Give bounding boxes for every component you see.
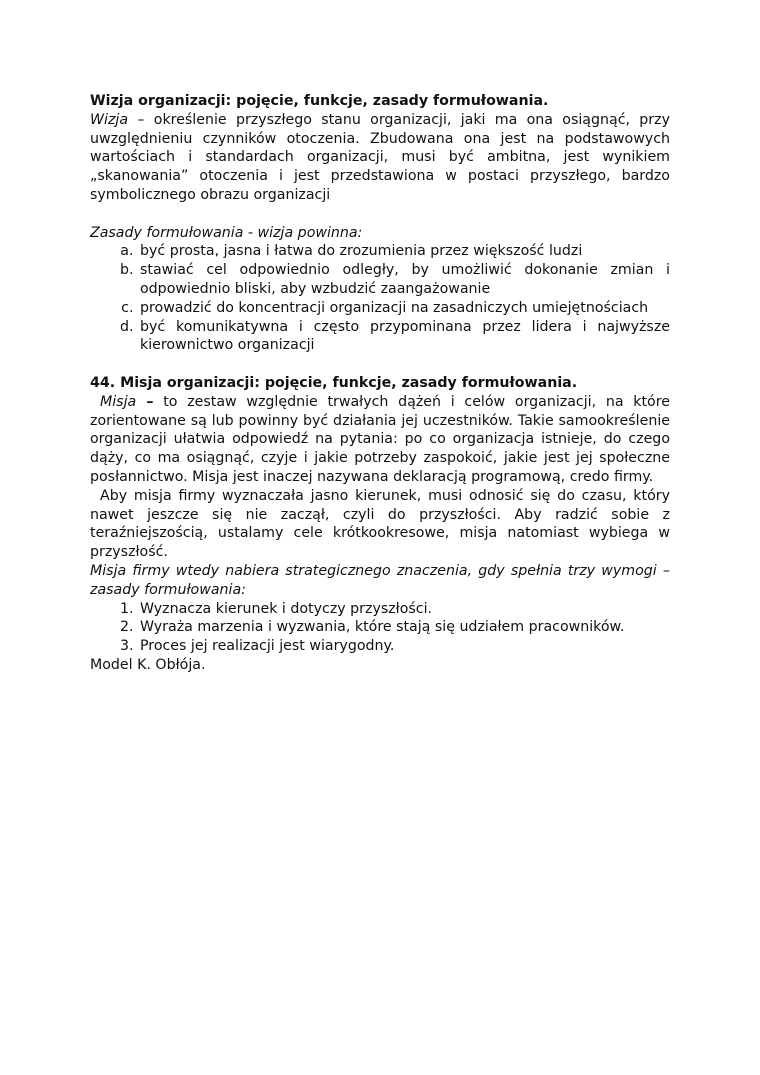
list-item: 1. Wyznacza kierunek i dotyczy przyszłości. [138,600,670,619]
mission-definition-text: to zestaw względnie trwałych dążeń i celów organizacji, na które zorientowane są lub powinny być działania jej uczestników. Takie samookreślenie organizacji ułatwia odpowiedź na pytania: po co organizacja istnieje, do czego dąży, co ma osiągnąć, czyje i jakie potrzeby zaspokoić, jakie jest jej społeczne posłannictwo. Misja jest inaczej nazywana deklaracją programową, credo firmy. [90,393,670,485]
mission-term: Misja [100,393,137,410]
list-item: 3. Proces jej realizacji jest wiarygodny. [138,637,670,656]
spacer [90,355,670,374]
vision-definition-text: – określenie przyszłego stanu organizacji, jaki ma ona osiągnąć, przy uwzględnieniu czynników otoczenia. Zbudowana ona jest na podstawowych wartościach i standardach organizacji, musi być ambitna, jest wynikiem „skanowania” otoczenia i jest przedstawiona w postaci przyszłego, bardzo symbolicznego obrazu organizacji [90,111,670,203]
mission-rules-list [90,600,670,656]
mission-rules-intro [90,562,670,600]
vision-rules-intro [90,224,670,243]
vision-rules-list [90,242,670,355]
list-item: d. być komunikatywna i często przypominana przez lidera i najwyższe kierownictwo organizacji [138,318,670,356]
mission-definition [90,393,670,487]
list-item: b. stawiać cel odpowiednio odległy, by umożliwić dokonanie zmian i odpowiednio bliski, aby wzbudzić zaangażowanie [138,261,670,299]
mission-paragraph: Aby misja firmy wyznaczała jasno kierunek, musi odnosić się do czasu, który nawet jeszcze się nie zaczął, czyli do przyszłości. Aby radzić sobie z teraźniejszością, ustalamy cele krótkookresowe, misja natomiast wybiega w przyszłość. [90,487,670,561]
mission-rules-intro-text: Misja firmy wtedy nabiera strategicznego znaczenia, gdy spełnia trzy wymogi – zasady formułowania: [90,562,670,598]
section-heading-vision: Wizja organizacji: pojęcie, funkcje, zasady formułowania. [90,93,549,109]
section-heading-mission: 44. Misja organizacji: pojęcie, funkcje, zasady formułowania. [90,374,578,391]
model-footer: Model K. Obłója. [90,656,206,673]
vision-term: Wizja [90,111,129,128]
spacer [90,205,670,224]
document-page [90,92,670,675]
list-item: 2. Wyraża marzenia i wyzwania, które stają się udziałem pracowników. [138,618,670,637]
vision-definition [90,111,670,205]
list-item: a. być prosta, jasna i łatwa do zrozumienia przez większość ludzi [138,242,670,261]
mission-dash: – [136,393,154,410]
vision-rules-intro-text: Zasady formułowania - wizja powinna: [90,224,363,241]
list-item: c. prowadzić do koncentracji organizacji na zasadniczych umiejętnościach [138,299,670,318]
